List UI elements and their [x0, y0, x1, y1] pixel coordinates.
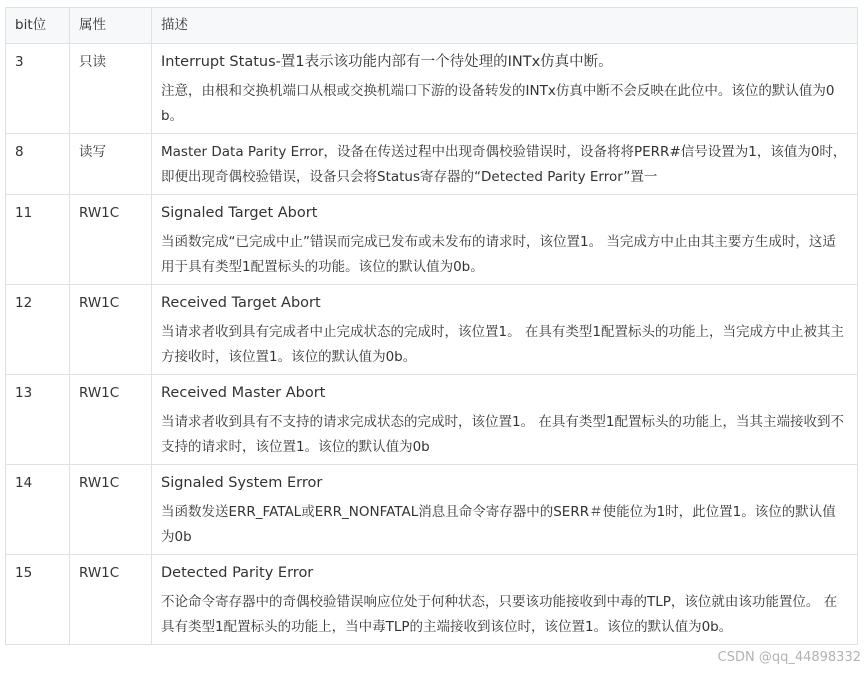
description-body: 当请求者收到具有不支持的请求完成状态的完成时，该位置1。 在具有类型1配置标头的功能上，当其主端接收到不支持的请求时，该位置1。该位的默认值为0b	[161, 414, 844, 455]
bit-cell: 3	[6, 44, 70, 134]
bit-cell: 8	[6, 134, 70, 195]
watermark-text: CSDN @qq_44898332	[717, 650, 861, 665]
attribute-cell: RW1C	[70, 555, 152, 645]
description-title: Signaled Target Abort	[161, 205, 318, 221]
attribute-cell: RW1C	[70, 375, 152, 465]
description-cell	[152, 285, 858, 375]
description-title: Received Master Abort	[161, 385, 326, 401]
description-body: 注意，由根和交换机端口从根或交换机端口下游的设备转发的INTx仿真中断不会反映在此位中。该位的默认值为0b。	[161, 83, 835, 124]
table-body	[6, 44, 858, 645]
table-row	[6, 555, 858, 645]
bit-cell: 11	[6, 195, 70, 285]
description-cell	[152, 465, 858, 555]
description-title: Received Target Abort	[161, 295, 321, 311]
description-body: 不论命令寄存器中的奇偶校验错误响应位处于何种状态，只要该功能接收到中毒的TLP，该位就由该功能置位。 在具有类型1配置标头的功能上，当中毒TLP的主端接收到该位时，该位置1。该位的默认值为0b。	[161, 594, 838, 635]
bit-cell: 14	[6, 465, 70, 555]
attribute-cell: RW1C	[70, 285, 152, 375]
description-title: Detected Parity Error	[161, 565, 314, 581]
attribute-cell: 只读	[70, 44, 152, 134]
attribute-cell: 读写	[70, 134, 152, 195]
description-cell	[152, 44, 858, 134]
description-body: 当函数发送ERR_FATAL或ERR_NONFATAL消息且命令寄存器中的SERR＃使能位为1时，此位置1。该位的默认值为0b	[161, 504, 836, 545]
header-bit: bit位	[6, 8, 70, 44]
table-row	[6, 375, 858, 465]
bit-cell: 13	[6, 375, 70, 465]
description-title: Interrupt Status-置1表示该功能内部有一个待处理的INTx仿真中断。	[161, 54, 613, 70]
register-bits-table	[5, 7, 858, 645]
description-title: Signaled System Error	[161, 475, 323, 491]
bit-cell: 12	[6, 285, 70, 375]
description-body: 当函数完成“已完成中止”错误而完成已发布或未发布的请求时，该位置1。 当完成方中止由其主要方生成时，这适用于具有类型1配置标头的功能。该位的默认值为0b。	[161, 234, 836, 275]
table-row	[6, 465, 858, 555]
attribute-cell: RW1C	[70, 465, 152, 555]
table-row	[6, 134, 858, 195]
header-description: 描述	[152, 8, 858, 44]
bit-cell: 15	[6, 555, 70, 645]
description-body: 当请求者收到具有完成者中止完成状态的完成时，该位置1。 在具有类型1配置标头的功能上，当完成方中止被其主方接收时，该位置1。该位的默认值为0b。	[161, 324, 844, 365]
description-cell	[152, 195, 858, 285]
table-header	[6, 8, 858, 44]
table-row	[6, 285, 858, 375]
description-cell	[152, 375, 858, 465]
table-row	[6, 195, 858, 285]
header-attribute: 属性	[70, 8, 152, 44]
table-row	[6, 44, 858, 134]
header-row	[6, 8, 858, 44]
description-cell	[152, 555, 858, 645]
attribute-cell: RW1C	[70, 195, 152, 285]
description-cell	[152, 134, 858, 195]
description-title: Master Data Parity Error，设备在传送过程中出现奇偶校验错误时，设备将将PERR#信号设置为1，该值为0时，即便出现奇偶校验错误，设备只会将Status寄存器的“Detected Parity Error”置一	[161, 144, 847, 185]
